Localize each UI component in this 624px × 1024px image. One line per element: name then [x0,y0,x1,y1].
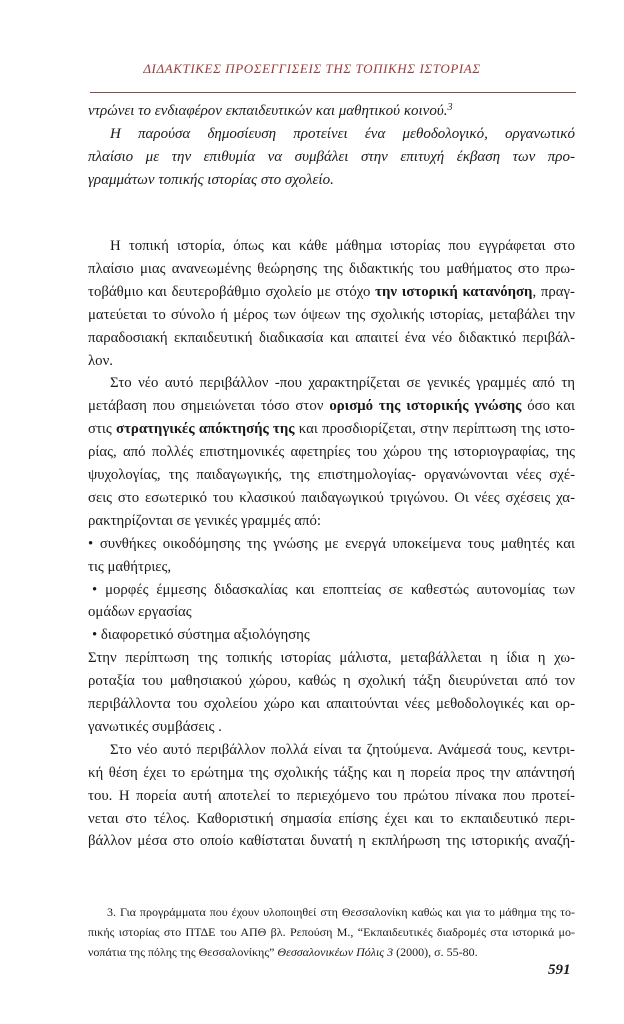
body-line [88,602,575,623]
body-line [92,625,575,646]
footnote-line [88,924,575,942]
text-segment: • μορφές έμμεσης διδασκαλίας και εποπτείας σε καθεστώς αυτονομίας των [92,581,575,598]
text-segment: ομάδων εργασίας [88,604,192,621]
body-line [88,511,575,532]
text-segment: νεται στο τέλος. Καθοριστική σημασία επίσης έχει και το εκπαιδευτικό περι- [88,810,575,827]
body-line [88,442,575,463]
body-line [88,396,575,417]
text-segment: • διαφορετικό σύστημα αξιολόγησης [92,627,310,644]
text-segment: Στο νέο αυτό περιβάλλον πολλά είναι τα ζητούμενα. Ανάμεσά τους, κεντρι- [110,741,575,758]
body-line [110,740,575,761]
text-segment: ροταξία του μαθησιακού χώρου, καθώς η σχολική τάξη διευρύνεται από τον [88,673,575,690]
text-segment: Στην περίπτωση της τοπικής ιστορίας μάλιστα, μεταβάλλεται η ίδια η χω- [88,650,575,667]
header-rule [90,92,576,93]
running-header: ΔΙΔΑΚΤΙΚΕΣ ΠΡΟΣΕΓΓΙΣΕΙΣ ΤΗΣ ΤΟΠΙΚΗΣ ΙΣΤΟΡΙΑΣ [143,61,481,76]
text-segment: ρακτηρίζονται σε γενικές γραμμές από: [88,512,322,529]
intro-line [110,124,575,145]
text-segment: τοβάθμιο και δευτεροβάθμιο σχολείο με στόχο [88,283,376,300]
body-line [88,809,575,830]
text-segment: κή θέση έχει το ερώτημα της σχολικής τάξης και η πορεία προς την απάντησή [88,764,575,781]
text-segment: μετάβαση που σημειώνεται τόσο στον [88,398,330,415]
intro-line [88,101,575,122]
text-segment: • συνθήκες οικοδόμησης της γνώσης με ενεργά υποκείμενα τους μαθητές και [88,535,575,552]
text-segment: Η παρούσα δημοσίευση προτείνει ένα μεθοδολογικό, οργανωτικό [110,126,575,142]
page-number: 591 [548,962,571,978]
text-segment: γραμμάτων τοπικής ιστορίας στο σχολείο. [88,172,334,188]
text-segment: περιβάλλοντα του σχολείου χώρο και απαιτούνται νέες μεθοδολογικές και ορ- [88,696,575,712]
body-line [88,694,575,715]
footnote-line [88,944,575,962]
text-segment: , πραγ- [532,283,575,300]
text-segment: πικής ιστορίας στο ΠΤΔΕ του ΑΠΘ βλ. Ρεπούση Μ., “Εκπαιδευτικές διαδρομές στα ιστορικά μο- [88,925,575,939]
body-line [88,671,575,692]
text-segment: βάλλον μέσα στο οποίο καθίσταται δυνατή η εκπλήρωση της ιστορικής αναζή- [88,833,575,850]
text-segment: όσο και [521,398,575,415]
body-line [88,534,575,555]
body-line [88,305,575,326]
text-segment: Στο νέο αυτό περιβάλλον -που χαρακτηρίζεται σε γενικές γραμμές από τη [110,375,575,392]
text-segment: 3. Για προγράμματα που έχουν υλοποιηθεί στη Θεσσαλονίκη καθώς και για το μάθημα της το- [107,905,575,919]
text-segment: ντρώνει το ενδιαφέρον εκπαιδευτικών και μαθητικού κοινού. [88,103,448,119]
body-line [110,373,575,394]
body-line [88,648,575,669]
text-segment: (2000), σ. 55-80. [393,945,478,959]
text-segment: παραδοσιακή εκπαιδευτική διαδικασία και απαιτεί ένα νέο διδακτικό περιβάλ- [88,329,575,346]
text-segment: στις [88,421,117,438]
body-line [88,488,575,509]
text-segment: τις μαθήτριες, [88,558,172,575]
body-line [88,763,575,784]
body-line [88,351,575,372]
bold-emphasis: ορισμό της ιστορικής γνώσης [329,398,522,415]
body-line [88,465,575,486]
body-line [88,282,575,303]
body-line [92,580,575,601]
text-segment: πλαίσιο με την επιθυμία να συμβάλει στην επιτυχή έκβαση των προ- [88,149,575,165]
body-line [88,259,575,280]
body-line [88,328,575,349]
text-segment: νοπάτια της πόλης της Θεσσαλονίκης” [88,945,278,959]
text-segment: και προσδιορίζεται, στην περίπτωση της ιστο- [294,421,575,438]
text-segment: λον. [88,352,113,369]
footnote-ref: 3 [447,102,453,113]
text-segment: ρίας, από πολλές επιστημονικές αφετηρίες του χώρου της ιστοριογραφίας, της [88,444,575,461]
bold-emphasis: στρατηγικές απόκτησής της [116,421,295,438]
text-segment: του. Η πορεία αυτή αποτελεί το περιεχόμενο του πρώτου πίνακα που προτεί- [88,787,575,804]
text-segment: ψυχολογίας, της παιδαγωγικής, της επιστημολογίας- οργανώνονται νέες σχέ- [88,467,575,483]
body-line [88,557,575,578]
intro-line [88,170,575,191]
body-line [88,419,575,440]
body-line [88,786,575,807]
bold-emphasis: την ιστορική κατανόηση [375,283,533,300]
intro-line [88,147,575,168]
body-line [88,717,575,738]
body-line [110,236,575,257]
body-line [88,831,575,852]
italic-title: Θεσσαλονικέων Πόλις 3 [277,945,394,959]
text-segment: ματεύεται το σύνολο ή μέρος των όψεων της σχολικής ιστορίας, μεταβάλει την [88,306,575,323]
text-segment: Η τοπική ιστορία, όπως και κάθε μάθημα ιστορίας που εγγράφεται στο [110,238,575,254]
text-segment: σεις στο εσωτερικό του κλασικού παιδαγωγικού τριγώνου. Οι νέες σχέσεις χα- [88,489,575,506]
text-segment: πλαίσιο μιας ανανεωμένης θεώρησης της διδακτικής του μαθήματος στο πρω- [88,260,575,277]
footnote-line [107,904,575,922]
text-segment: γανωτικές συμβάσεις . [88,718,222,735]
